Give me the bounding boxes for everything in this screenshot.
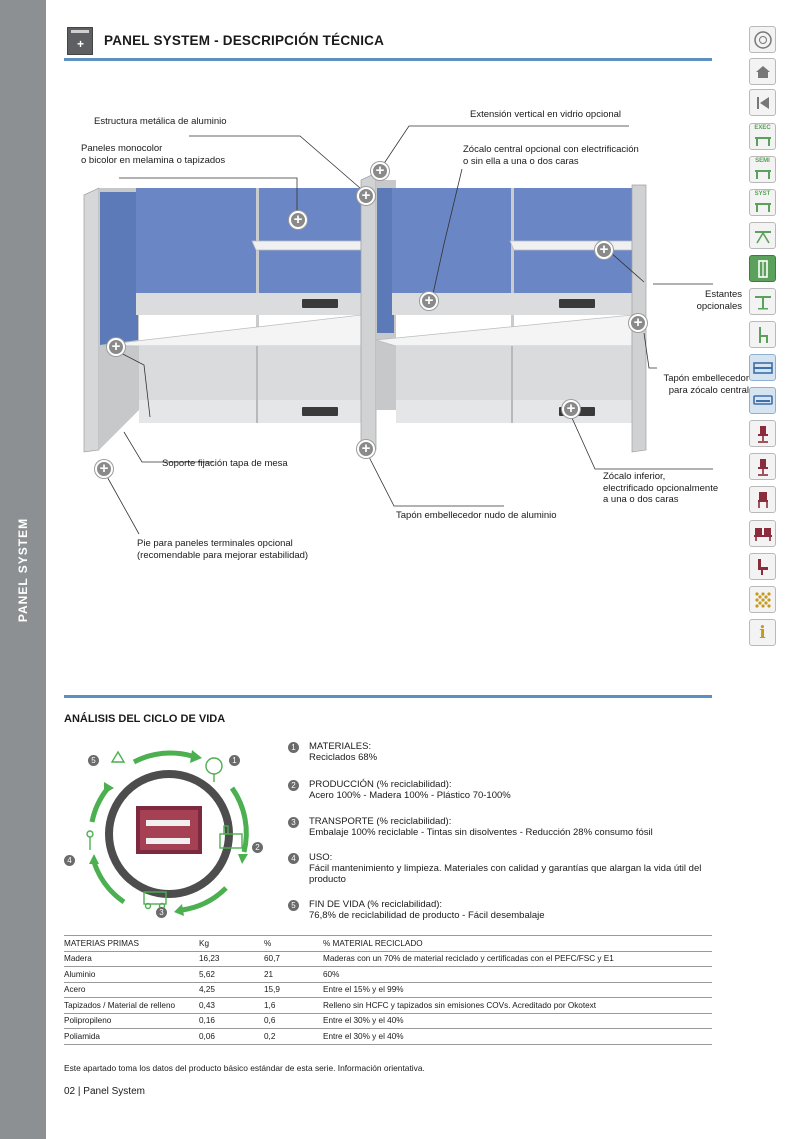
home-icon[interactable]	[749, 58, 776, 85]
plus-marker-icon: +	[357, 187, 375, 205]
table-row: Aluminio 5,62 21 60%	[64, 967, 712, 983]
syst-desk-icon[interactable]: SYST	[749, 189, 776, 216]
reception-icon[interactable]	[749, 387, 776, 414]
materials-table	[64, 935, 712, 1045]
cycle-number-3: 3	[156, 907, 167, 918]
label-extension: Extensión vertical en vidrio opcional	[470, 109, 622, 120]
cycle-number-2: 2	[252, 842, 263, 853]
label-tapon-nudo: Tapón embellecedor nudo de aluminio	[396, 510, 557, 521]
plus-marker-icon: +	[107, 338, 125, 356]
exec-desk-icon[interactable]: EXEC	[749, 123, 776, 150]
table-row: Poliamida 0,06 0,2 Entre el 30% y el 40%	[64, 1029, 712, 1045]
cycle-number-5: 5	[88, 755, 99, 766]
cycle-number-4: 4	[64, 855, 75, 866]
side-section-label: PANEL SYSTEM	[16, 517, 30, 623]
label-zocalo-inferior: Zócalo inferior, electrificado opcionalmente a una o dos caras	[603, 471, 719, 505]
label-paneles: Paneles monocolor o bicolor en melamina o tapizados	[81, 143, 226, 166]
emblem-icon[interactable]	[749, 26, 776, 53]
lifecycle-cycle-graphic	[64, 742, 274, 920]
page-title: PANEL SYSTEM - DESCRIPCIÓN TÉCNICA	[104, 33, 385, 48]
cycle-number-1: 1	[229, 755, 240, 766]
footnote: Este apartado toma los datos del producto básico estándar de esta serie. Información orientativa.	[64, 1063, 425, 1073]
visitor-chair-icon[interactable]	[749, 486, 776, 513]
task-chair-icon[interactable]	[749, 420, 776, 447]
info-icon[interactable]: i	[749, 619, 776, 646]
label-soporte: Soporte fijación tapa de mesa	[162, 458, 288, 469]
plus-marker-icon: +	[420, 292, 438, 310]
return-icon[interactable]	[749, 321, 776, 348]
page-footer: 02 | Panel System	[64, 1086, 145, 1097]
lifecycle-diagram	[64, 742, 274, 920]
table-icon[interactable]	[749, 222, 776, 249]
section-divider	[64, 695, 712, 698]
plus-marker-icon: +	[562, 400, 580, 418]
brand-logo-icon: +	[67, 27, 93, 55]
technical-diagram	[64, 100, 749, 600]
table-row: Polipropileno 0,16 0,6 Entre el 30% y el 40%	[64, 1013, 712, 1029]
chair-icon[interactable]	[749, 453, 776, 480]
page-header	[67, 27, 712, 61]
workstation-illustration	[64, 100, 724, 600]
panel-system-icon[interactable]	[749, 354, 776, 381]
pattern-icon[interactable]	[749, 586, 776, 613]
table-row: Acero 4,25 15,9 Entre el 15% y el 99%	[64, 982, 712, 998]
bench-icon[interactable]	[749, 520, 776, 547]
label-estructura: Estructura metálica de aluminio	[94, 116, 227, 127]
first-page-icon[interactable]	[749, 89, 776, 116]
label-tapon-zocalo: Tapón embellecedor para zócalo central	[663, 373, 749, 396]
desk-icon[interactable]	[749, 288, 776, 315]
plus-marker-icon: +	[289, 211, 307, 229]
plus-marker-icon: +	[357, 440, 375, 458]
table-row: Tapizados / Material de relleno 0,43 1,6 Relleno sin HCFC y tapizados sin emisiones COVs. Acreditado por Okotext	[64, 998, 712, 1014]
plus-marker-icon: +	[629, 314, 647, 332]
auditorium-icon[interactable]	[749, 553, 776, 580]
header-divider	[64, 58, 712, 61]
label-pie: Pie para paneles terminales opcional (recomendable para mejorar estabilidad)	[137, 538, 309, 561]
table-row: Madera 16,23 60,7 Maderas con un 70% de material reciclado y certificadas con el PEFC/FSC y E1	[64, 951, 712, 967]
plus-marker-icon: +	[95, 460, 113, 478]
plus-marker-icon: +	[595, 241, 613, 259]
label-estantes: Estantes opcionales	[696, 289, 742, 312]
lifecycle-title: ANÁLISIS DEL CICLO DE VIDA	[64, 713, 226, 725]
panel-icon[interactable]	[749, 255, 776, 282]
side-band	[0, 0, 46, 1139]
label-zocalo-central: Zócalo central opcional con electrificación o sin ella a una o dos caras	[463, 144, 639, 167]
plus-marker-icon: +	[371, 162, 389, 180]
semi-desk-icon[interactable]: SEMI	[749, 156, 776, 183]
table-header-row: MATERIAS PRIMAS Kg % % MATERIAL RECICLADO	[64, 936, 712, 952]
